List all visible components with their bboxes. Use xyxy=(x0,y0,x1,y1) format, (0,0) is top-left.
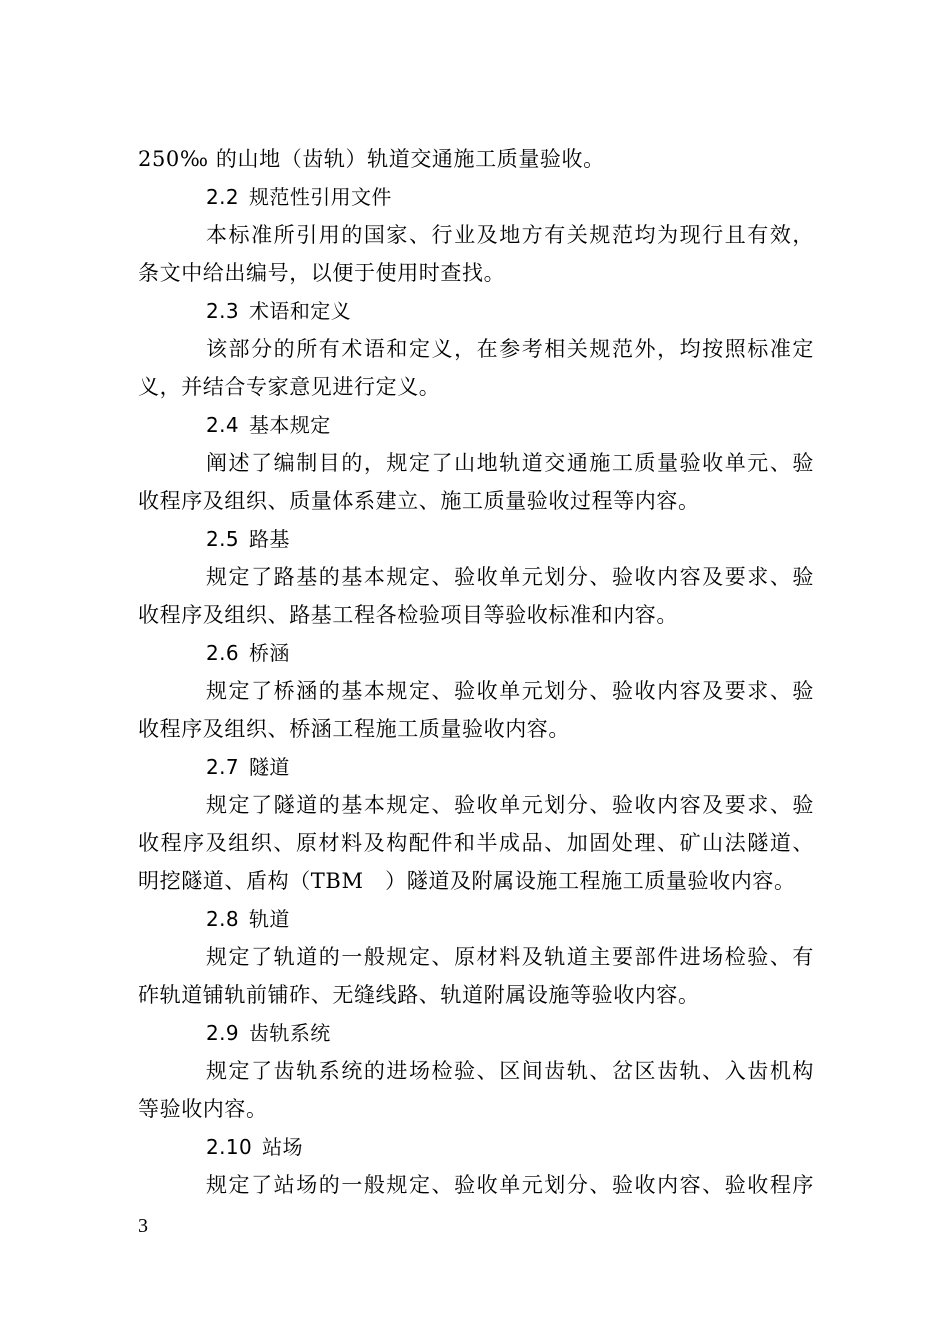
section-title: 规范性引用文件 xyxy=(249,185,392,209)
section-heading xyxy=(138,1014,814,1052)
paragraph-line: 规定了路基的基本规定、验收单元划分、验收内容及要求、验 xyxy=(206,565,814,589)
section-heading xyxy=(138,178,814,216)
paragraph-line: 收程序及组织、原材料及构配件和半成品、加固处理、矿山法隧道、 xyxy=(138,831,814,855)
paragraph-line: 本标准所引用的国家、行业及地方有关规范均为现行且有效， xyxy=(206,223,814,247)
paragraph-line: 收程序及组织、路基工程各检验项目等验收标准和内容。 xyxy=(138,603,678,627)
paragraph-line: 收程序及组织、质量体系建立、施工质量验收过程等内容。 xyxy=(138,489,700,513)
paragraph-line: 砟轨道铺轨前铺砟、无缝线路、轨道附属设施等验收内容。 xyxy=(138,983,700,1007)
section-title: 站场 xyxy=(262,1135,303,1159)
paragraph-line: 条文中给出编号，以便于使用时查找。 xyxy=(138,261,506,285)
section-number: 2.5 xyxy=(206,527,240,551)
section-number: 2.2 xyxy=(206,185,240,209)
section-heading xyxy=(138,748,814,786)
section-number: 2.10 xyxy=(206,1135,253,1159)
paragraph-line: 明挖隧道、盾构（TBM ）隧道及附属设施工程施工质量验收内容。 xyxy=(138,869,796,893)
section-title: 路基 xyxy=(249,527,290,551)
section-number: 2.9 xyxy=(206,1021,240,1045)
paragraph-line: 规定了隧道的基本规定、验收单元划分、验收内容及要求、验 xyxy=(206,793,814,817)
section-number: 2.3 xyxy=(206,299,240,323)
paragraph-line: 规定了轨道的一般规定、原材料及轨道主要部件进场检验、有 xyxy=(206,945,814,969)
section-number: 2.4 xyxy=(206,413,240,437)
paragraph-line: 阐述了编制目的，规定了山地轨道交通施工质量验收单元、验 xyxy=(206,451,814,475)
section-heading xyxy=(138,520,814,558)
section-heading xyxy=(138,1128,814,1166)
paragraph-line: 规定了桥涵的基本规定、验收单元划分、验收内容及要求、验 xyxy=(206,679,814,703)
section-title: 术语和定义 xyxy=(249,299,352,323)
section-heading xyxy=(138,900,814,938)
section-heading xyxy=(138,406,814,444)
paragraph-line: 义，并结合专家意见进行定义。 xyxy=(138,375,441,399)
paragraph-line: 规定了站场的一般规定、验收单元划分、验收内容、验收程序 xyxy=(206,1173,814,1197)
section-title: 桥涵 xyxy=(249,641,290,665)
section-title: 轨道 xyxy=(249,907,290,931)
page-number: 3 xyxy=(138,1215,148,1237)
paragraph-line: 规定了齿轨系统的进场检验、区间齿轨、岔区齿轨、入齿机构 xyxy=(206,1059,814,1083)
paragraph-line: 等验收内容。 xyxy=(138,1097,268,1121)
section-heading xyxy=(138,292,814,330)
page-content xyxy=(138,140,814,1204)
section-title: 基本规定 xyxy=(249,413,331,437)
section-number: 2.7 xyxy=(206,755,240,779)
section-number: 2.6 xyxy=(206,641,240,665)
section-number: 2.8 xyxy=(206,907,240,931)
paragraph-line: 该部分的所有术语和定义，在参考相关规范外，均按照标准定 xyxy=(206,337,814,361)
section-title: 齿轨系统 xyxy=(249,1021,331,1045)
paragraph-line: 收程序及组织、桥涵工程施工质量验收内容。 xyxy=(138,717,570,741)
section-title: 隧道 xyxy=(249,755,290,779)
opening-line: 250‰ 的山地（齿轨）轨道交通施工质量验收。 xyxy=(138,147,605,171)
section-heading xyxy=(138,634,814,672)
